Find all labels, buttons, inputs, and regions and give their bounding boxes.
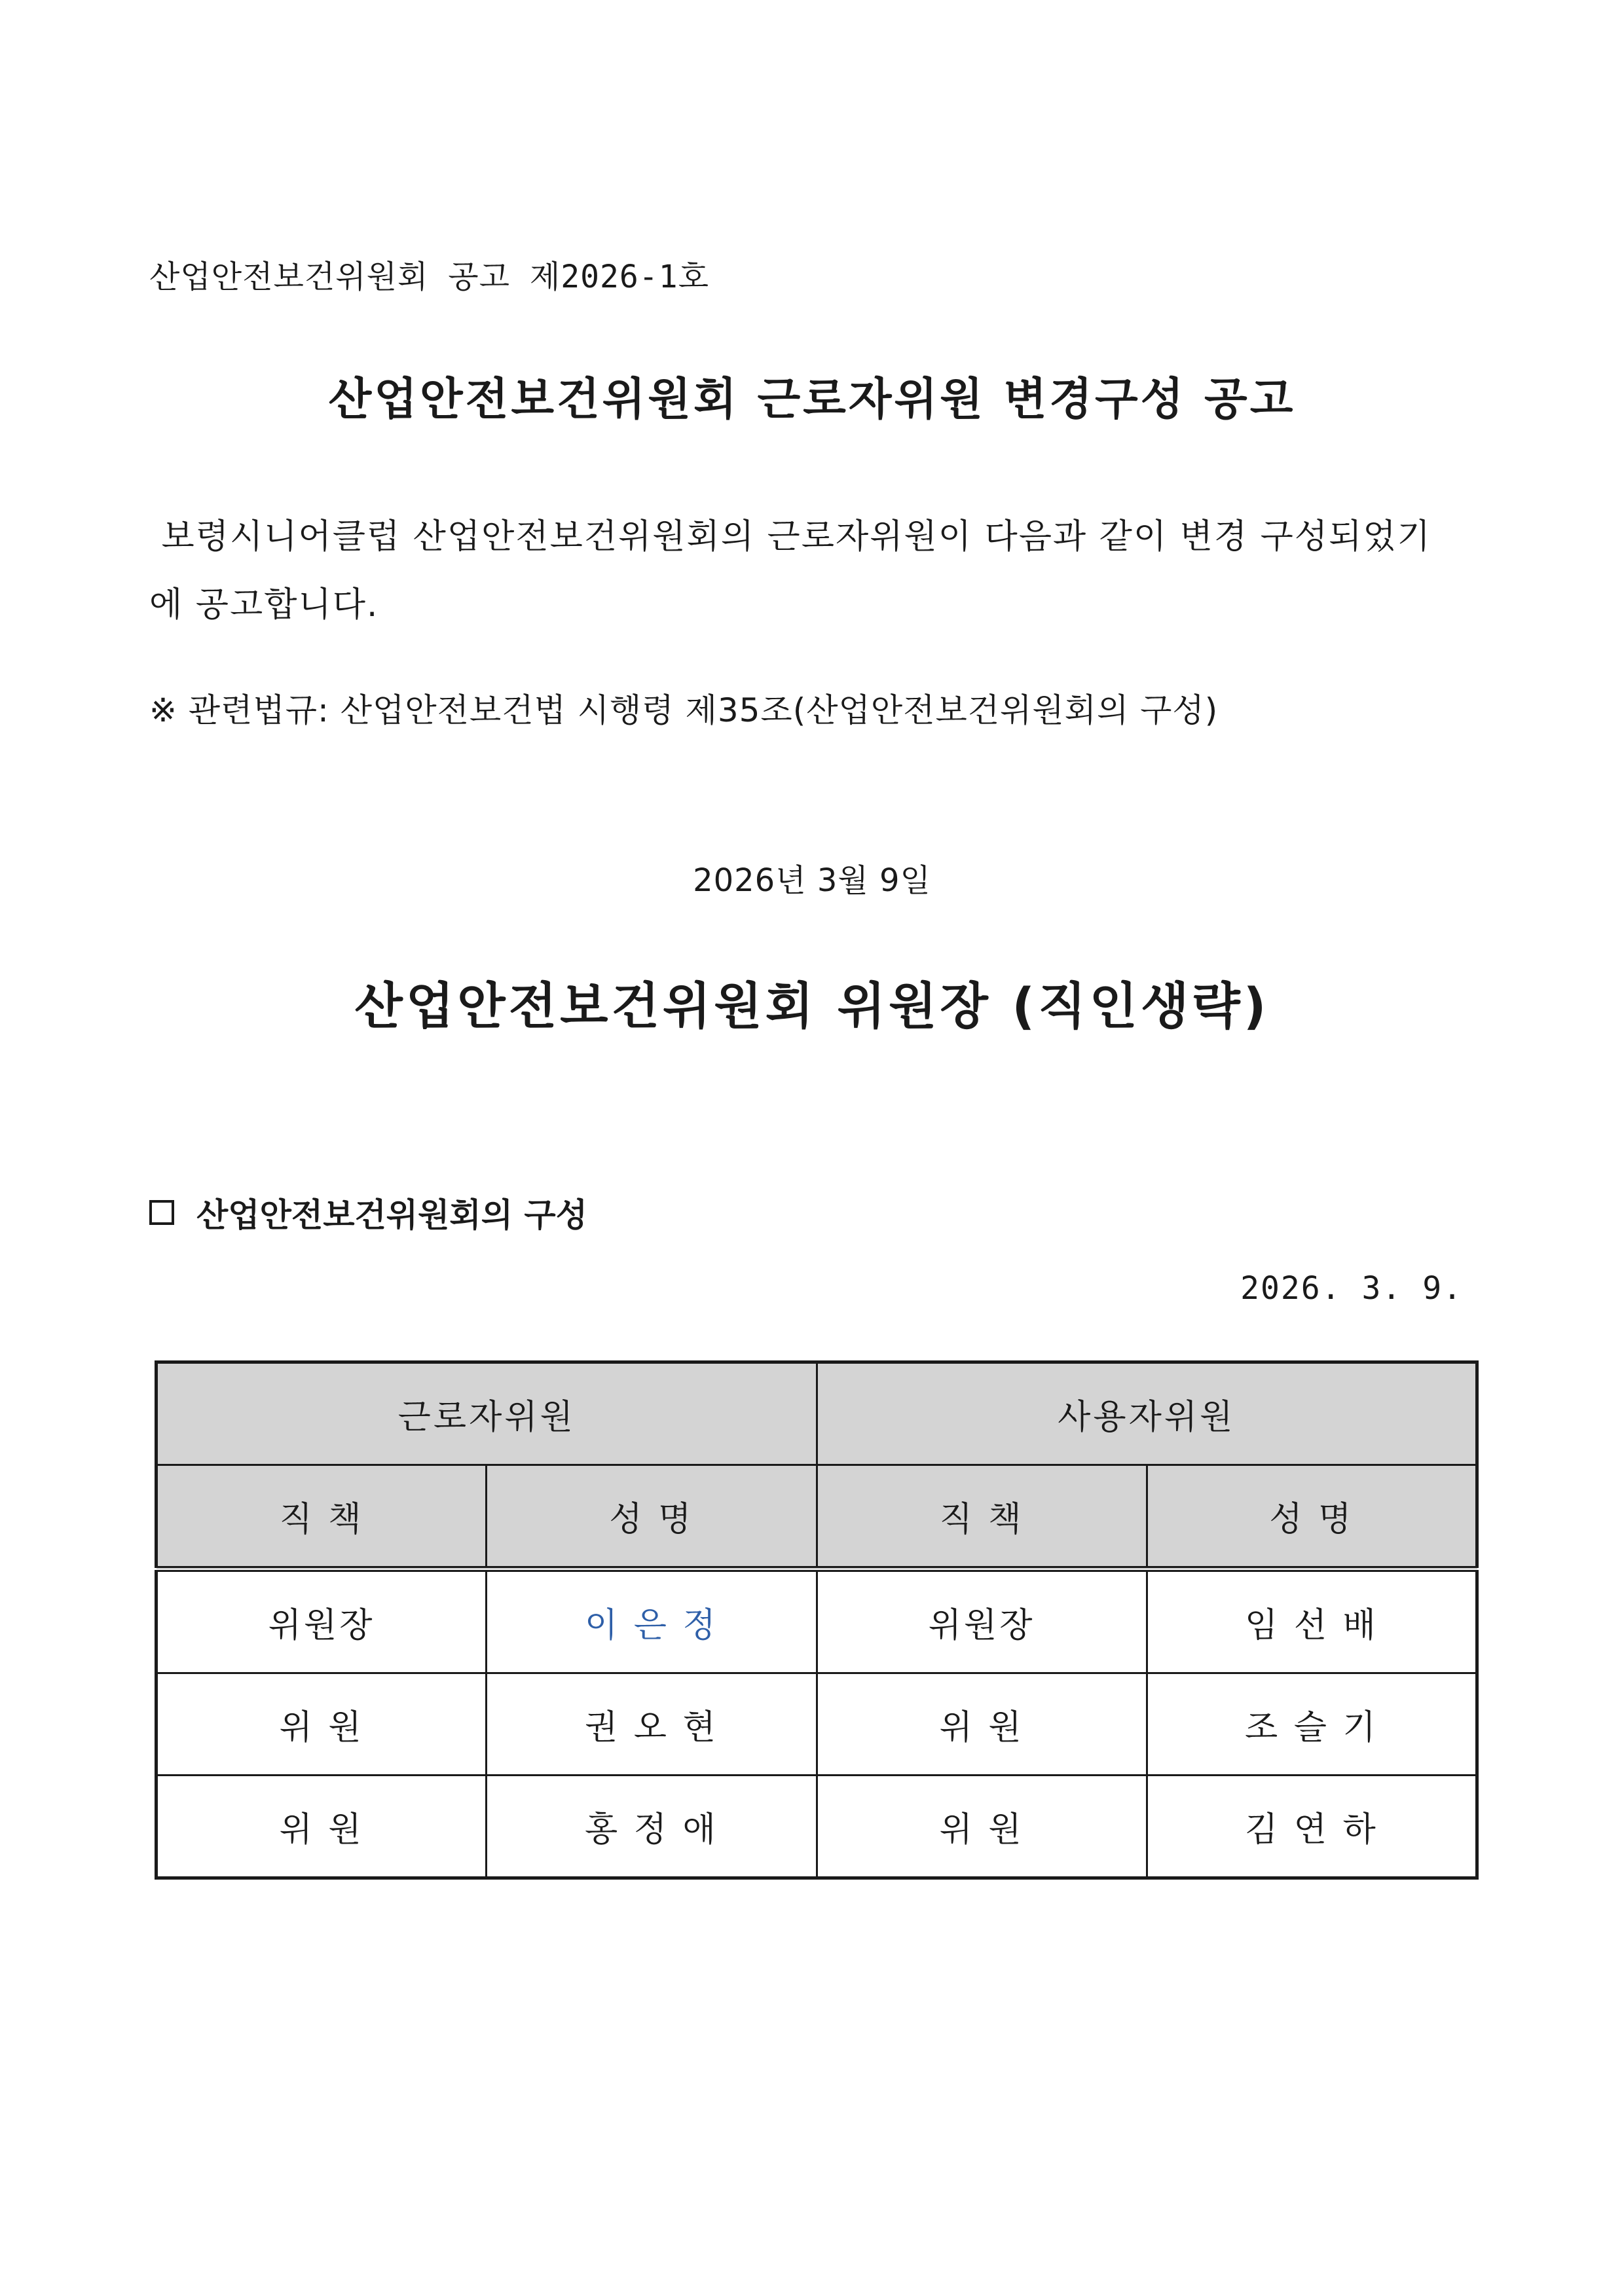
worker-position-cell: 위 원 — [157, 1776, 487, 1878]
worker-name-cell: 권 오 현 — [487, 1673, 817, 1776]
signer-line: 산업안전보건위원회 위원장 (직인생략) — [354, 977, 1270, 1035]
table-row — [157, 1569, 1477, 1673]
table-row — [157, 1673, 1477, 1776]
employer-name-cell: 임 선 배 — [1147, 1569, 1477, 1673]
employer-name-cell: 김 연 하 — [1147, 1776, 1477, 1878]
column-header: 성 명 — [487, 1465, 817, 1569]
group-header-worker: 근로자위원 — [157, 1362, 817, 1465]
column-header: 직 책 — [817, 1465, 1147, 1569]
employer-position-cell: 위원장 — [817, 1569, 1147, 1673]
section-heading — [149, 1189, 587, 1236]
checkbox-square-icon — [149, 1200, 174, 1225]
column-header-row — [157, 1465, 1477, 1569]
column-header: 성 명 — [1147, 1465, 1477, 1569]
document-title: 산업안전보건위원회 근로자위원 변경구성 공고 — [328, 374, 1296, 426]
employer-position-cell: 위 원 — [817, 1673, 1147, 1776]
employer-name-cell: 조 슬 기 — [1147, 1673, 1477, 1776]
table-date: 2026. 3. 9. — [1240, 1270, 1463, 1307]
body-paragraph — [149, 503, 1446, 639]
notice-number: 산업안전보건위원회 공고 제2026-1호 — [149, 259, 709, 295]
worker-position-cell: 위 원 — [157, 1673, 487, 1776]
group-header-employer: 사용자위원 — [817, 1362, 1477, 1465]
body-text: 보령시니어클럽 산업안전보건위원회의 근로자위원이 다음과 같이 변경 구성되었기에 공고합니다. — [149, 517, 1431, 625]
worker-name-cell: 이 은 정 — [487, 1569, 817, 1673]
table-row — [157, 1776, 1477, 1878]
committee-table — [155, 1360, 1479, 1880]
worker-name-cell: 홍 정 애 — [487, 1776, 817, 1878]
group-header-row — [157, 1362, 1477, 1465]
worker-position-cell: 위원장 — [157, 1569, 487, 1673]
law-reference: ※ 관련법규: 산업안전보건법 시행령 제35조(산업안전보건위원회의 구성) — [149, 691, 1219, 729]
notice-date: 2026년 3월 9일 — [693, 862, 931, 899]
employer-position-cell: 위 원 — [817, 1776, 1147, 1878]
column-header: 직 책 — [157, 1465, 487, 1569]
section-heading-text: 산업안전보건위원회의 구성 — [196, 1196, 588, 1234]
